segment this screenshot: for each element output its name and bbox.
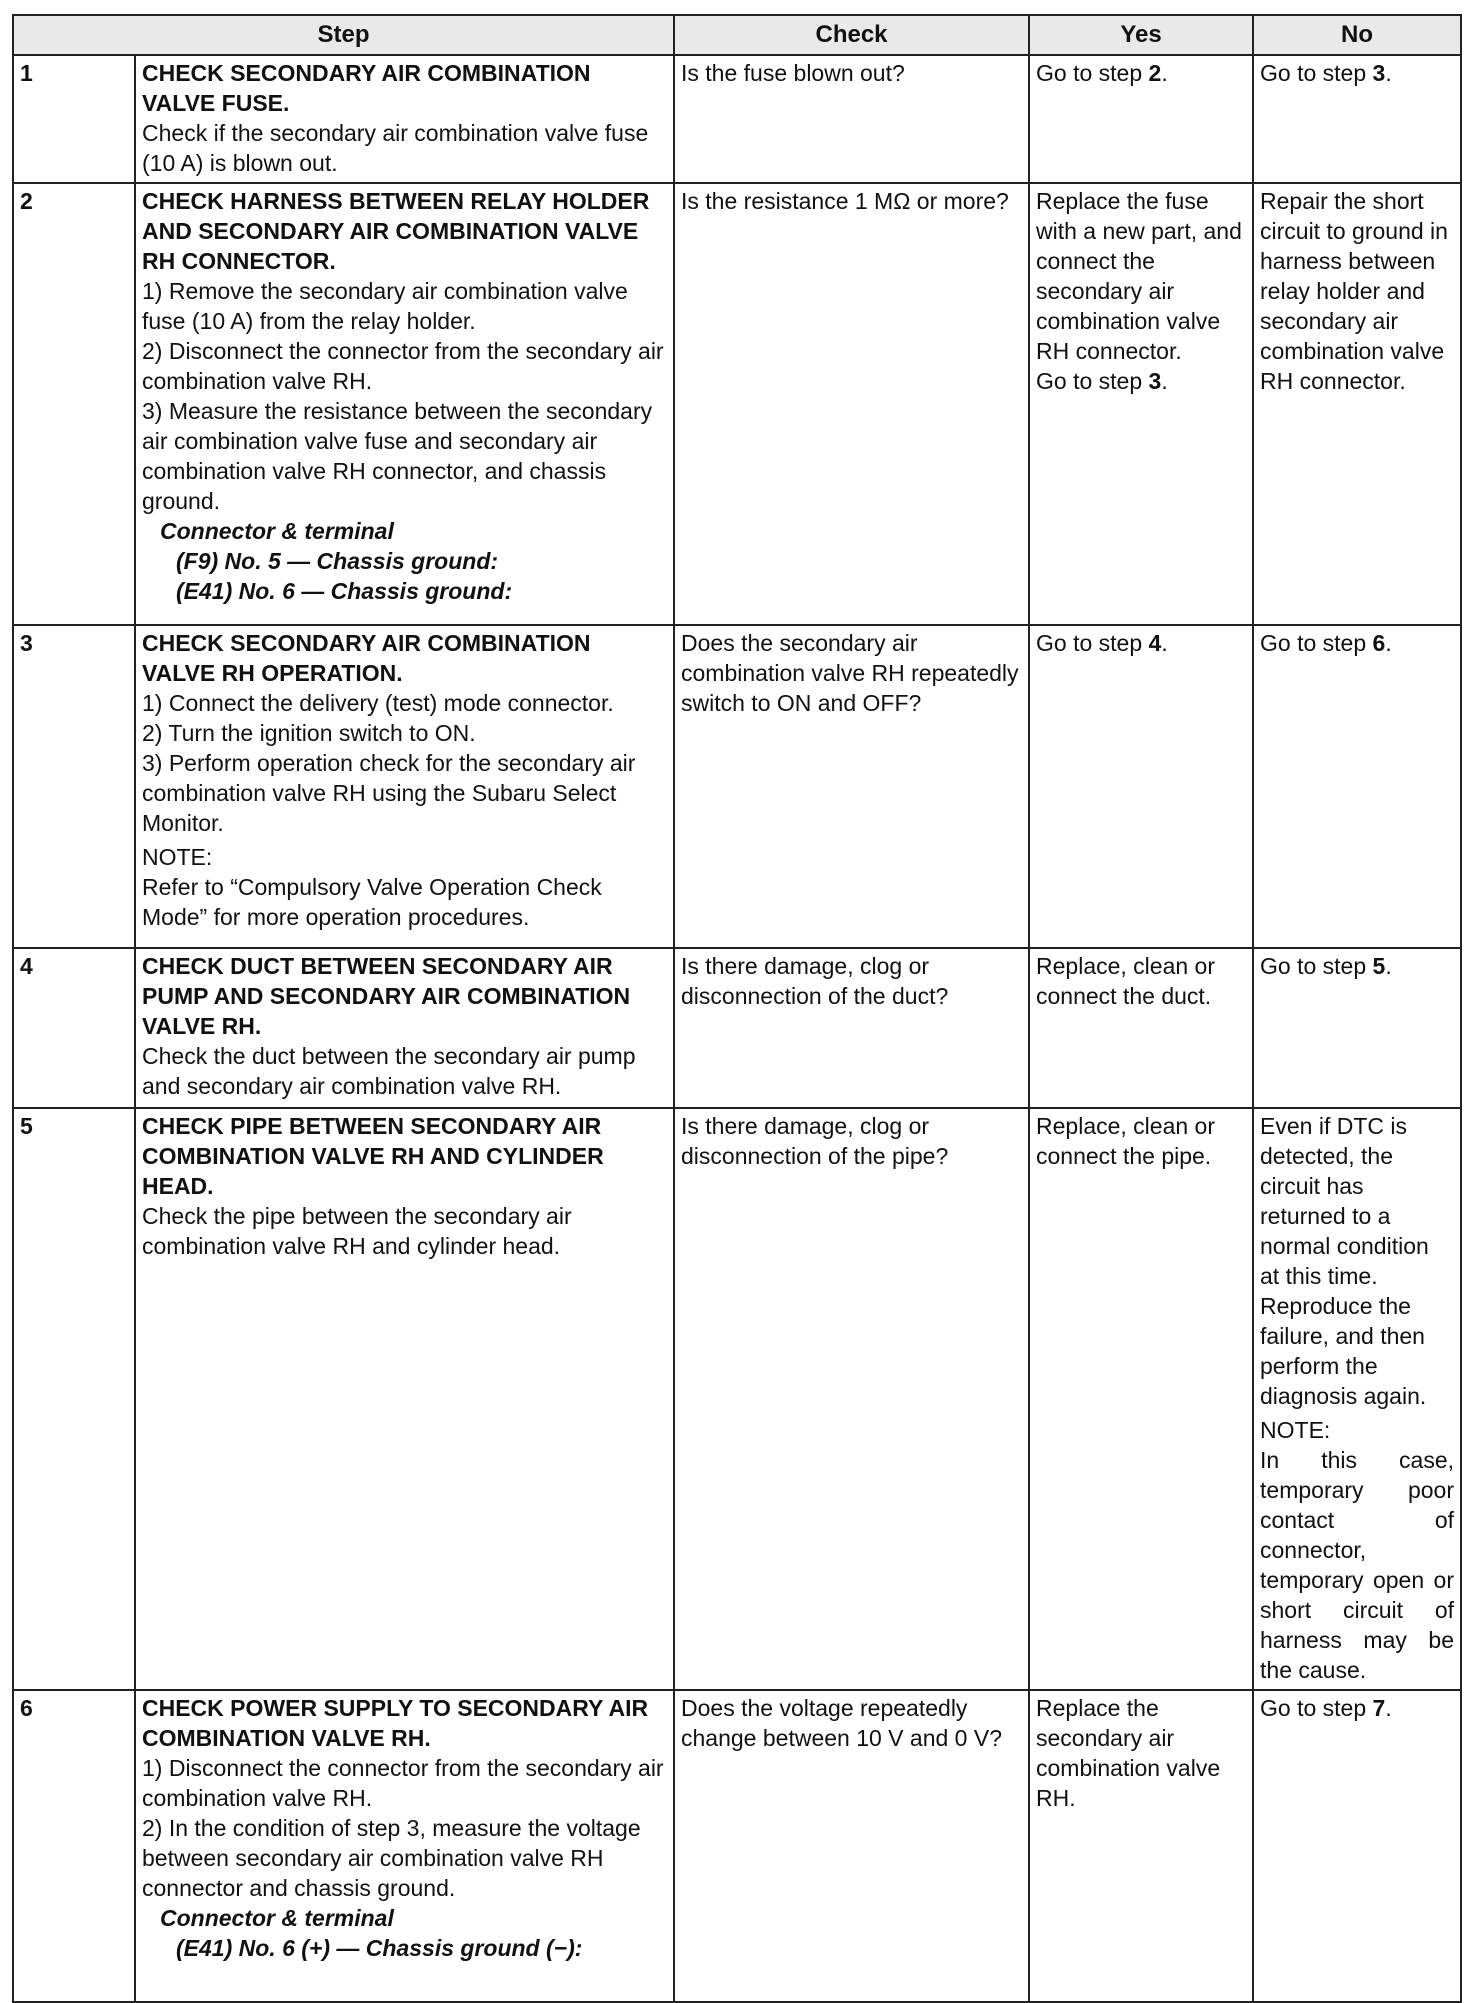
step-number: 1 bbox=[13, 55, 135, 183]
table-row bbox=[13, 55, 1461, 183]
table-row bbox=[13, 1108, 1461, 1690]
diagnosis-table bbox=[12, 14, 1462, 2003]
no-step: 3 bbox=[1372, 60, 1386, 86]
step-cell bbox=[135, 183, 674, 625]
step-title: CHECK POWER SUPPLY TO SECONDARY AIR COMBINATION VALVE RH. bbox=[142, 1695, 649, 1751]
no-prefix: Go to step bbox=[1260, 60, 1373, 86]
step-number: 5 bbox=[13, 1108, 135, 1690]
no-cell bbox=[1253, 55, 1461, 183]
no-text: Even if DTC is detected, the circuit has returned to a normal condition at this time. Reproduce the failure, and then perform the diagnosis again. bbox=[1260, 1113, 1429, 1409]
connector-line: (F9) No. 5 — Chassis ground: bbox=[176, 548, 499, 574]
step-text: Check the pipe between the secondary air combination valve RH and cylinder head. bbox=[142, 1203, 572, 1259]
header-check: Check bbox=[674, 15, 1029, 55]
step-text: 2) Disconnect the connector from the secondary air combination valve RH. bbox=[142, 338, 664, 394]
table-row bbox=[13, 183, 1461, 625]
no-suffix: . bbox=[1385, 1695, 1392, 1721]
yes-cell bbox=[1029, 625, 1253, 948]
check-cell: Does the secondary air combination valve RH repeatedly switch to ON and OFF? bbox=[674, 625, 1029, 948]
yes-step: 4 bbox=[1148, 630, 1162, 656]
yes-prefix: Go to step bbox=[1036, 368, 1149, 394]
step-text: 1) Remove the secondary air combination valve fuse (10 A) from the relay holder. bbox=[142, 278, 628, 334]
no-step: 5 bbox=[1372, 953, 1386, 979]
check-cell: Is the fuse blown out? bbox=[674, 55, 1029, 183]
step-text: 2) In the condition of step 3, measure the voltage between secondary air combination valve RH connector and chassis ground. bbox=[142, 1815, 641, 1901]
yes-cell bbox=[1029, 55, 1253, 183]
step-title: CHECK SECONDARY AIR COMBINATION VALVE RH OPERATION. bbox=[142, 630, 591, 686]
yes-prefix: Go to step bbox=[1036, 60, 1149, 86]
table-row bbox=[13, 625, 1461, 948]
step-text: Check if the secondary air combination valve fuse (10 A) is blown out. bbox=[142, 120, 649, 176]
step-cell bbox=[135, 948, 674, 1108]
no-cell: Repair the short circuit to ground in harness between relay holder and secondary air combination valve RH connector. bbox=[1253, 183, 1461, 625]
header-no: No bbox=[1253, 15, 1461, 55]
check-cell: Does the voltage repeatedly change between 10 V and 0 V? bbox=[674, 1690, 1029, 2002]
yes-text: Replace the fuse with a new part, and connect the secondary air combination valve RH connector. bbox=[1036, 188, 1242, 364]
no-prefix: Go to step bbox=[1260, 1695, 1373, 1721]
step-number: 3 bbox=[13, 625, 135, 948]
no-cell bbox=[1253, 625, 1461, 948]
connector-title: Connector & terminal bbox=[160, 518, 394, 544]
yes-suffix: . bbox=[1161, 630, 1168, 656]
no-step: 6 bbox=[1372, 630, 1386, 656]
step-title: CHECK PIPE BETWEEN SECONDARY AIR COMBINATION VALVE RH AND CYLINDER HEAD. bbox=[142, 1113, 604, 1199]
step-title: CHECK HARNESS BETWEEN RELAY HOLDER AND SECONDARY AIR COMBINATION VALVE RH CONNECTOR. bbox=[142, 188, 650, 274]
step-text: 1) Connect the delivery (test) mode connector. bbox=[142, 690, 614, 716]
step-title: CHECK SECONDARY AIR COMBINATION VALVE FUSE. bbox=[142, 60, 591, 116]
note-text: In this case, temporary poor contact of connector, temporary open or short circuit of harness may be the cause. bbox=[1260, 1447, 1455, 1683]
step-number: 4 bbox=[13, 948, 135, 1108]
check-cell: Is there damage, clog or disconnection of the pipe? bbox=[674, 1108, 1029, 1690]
no-cell bbox=[1253, 948, 1461, 1108]
yes-cell: Replace the secondary air combination valve RH. bbox=[1029, 1690, 1253, 2002]
yes-cell bbox=[1029, 183, 1253, 625]
step-text: 3) Measure the resistance between the secondary air combination valve fuse and secondary air combination valve RH connector, and chassis ground. bbox=[142, 398, 653, 514]
header-yes: Yes bbox=[1029, 15, 1253, 55]
no-cell bbox=[1253, 1690, 1461, 2002]
step-cell bbox=[135, 625, 674, 948]
connector-line: (E41) No. 6 (+) — Chassis ground (−): bbox=[176, 1935, 583, 1961]
note-text: Refer to “Compulsory Valve Operation Check Mode” for more operation procedures. bbox=[142, 874, 602, 930]
connector-line: (E41) No. 6 — Chassis ground: bbox=[176, 578, 513, 604]
step-cell bbox=[135, 1690, 674, 2002]
check-cell: Is there damage, clog or disconnection of the duct? bbox=[674, 948, 1029, 1108]
table-row bbox=[13, 1690, 1461, 2002]
step-text: Check the duct between the secondary air pump and secondary air combination valve RH. bbox=[142, 1043, 636, 1099]
yes-step: 2 bbox=[1148, 60, 1162, 86]
table-row bbox=[13, 948, 1461, 1108]
connector-title: Connector & terminal bbox=[160, 1905, 394, 1931]
note-label: NOTE: bbox=[1260, 1417, 1331, 1443]
note-label: NOTE: bbox=[142, 844, 213, 870]
step-text: 1) Disconnect the connector from the secondary air combination valve RH. bbox=[142, 1755, 664, 1811]
yes-suffix: . bbox=[1161, 368, 1168, 394]
no-suffix: . bbox=[1385, 630, 1392, 656]
step-number: 6 bbox=[13, 1690, 135, 2002]
no-suffix: . bbox=[1385, 953, 1392, 979]
yes-step: 3 bbox=[1148, 368, 1162, 394]
no-prefix: Go to step bbox=[1260, 630, 1373, 656]
step-cell bbox=[135, 1108, 674, 1690]
check-cell: Is the resistance 1 MΩ or more? bbox=[674, 183, 1029, 625]
yes-suffix: . bbox=[1161, 60, 1168, 86]
yes-cell: Replace, clean or connect the pipe. bbox=[1029, 1108, 1253, 1690]
step-cell bbox=[135, 55, 674, 183]
step-text: 3) Perform operation check for the secondary air combination valve RH using the Subaru Select Monitor. bbox=[142, 750, 636, 836]
yes-prefix: Go to step bbox=[1036, 630, 1149, 656]
step-number: 2 bbox=[13, 183, 135, 625]
no-step: 7 bbox=[1372, 1695, 1386, 1721]
no-cell bbox=[1253, 1108, 1461, 1690]
no-prefix: Go to step bbox=[1260, 953, 1373, 979]
step-title: CHECK DUCT BETWEEN SECONDARY AIR PUMP AND SECONDARY AIR COMBINATION VALVE RH. bbox=[142, 953, 631, 1039]
header-step: Step bbox=[13, 15, 674, 55]
step-text: 2) Turn the ignition switch to ON. bbox=[142, 720, 476, 746]
no-suffix: . bbox=[1385, 60, 1392, 86]
yes-cell: Replace, clean or connect the duct. bbox=[1029, 948, 1253, 1108]
table-header-row bbox=[13, 15, 1461, 55]
